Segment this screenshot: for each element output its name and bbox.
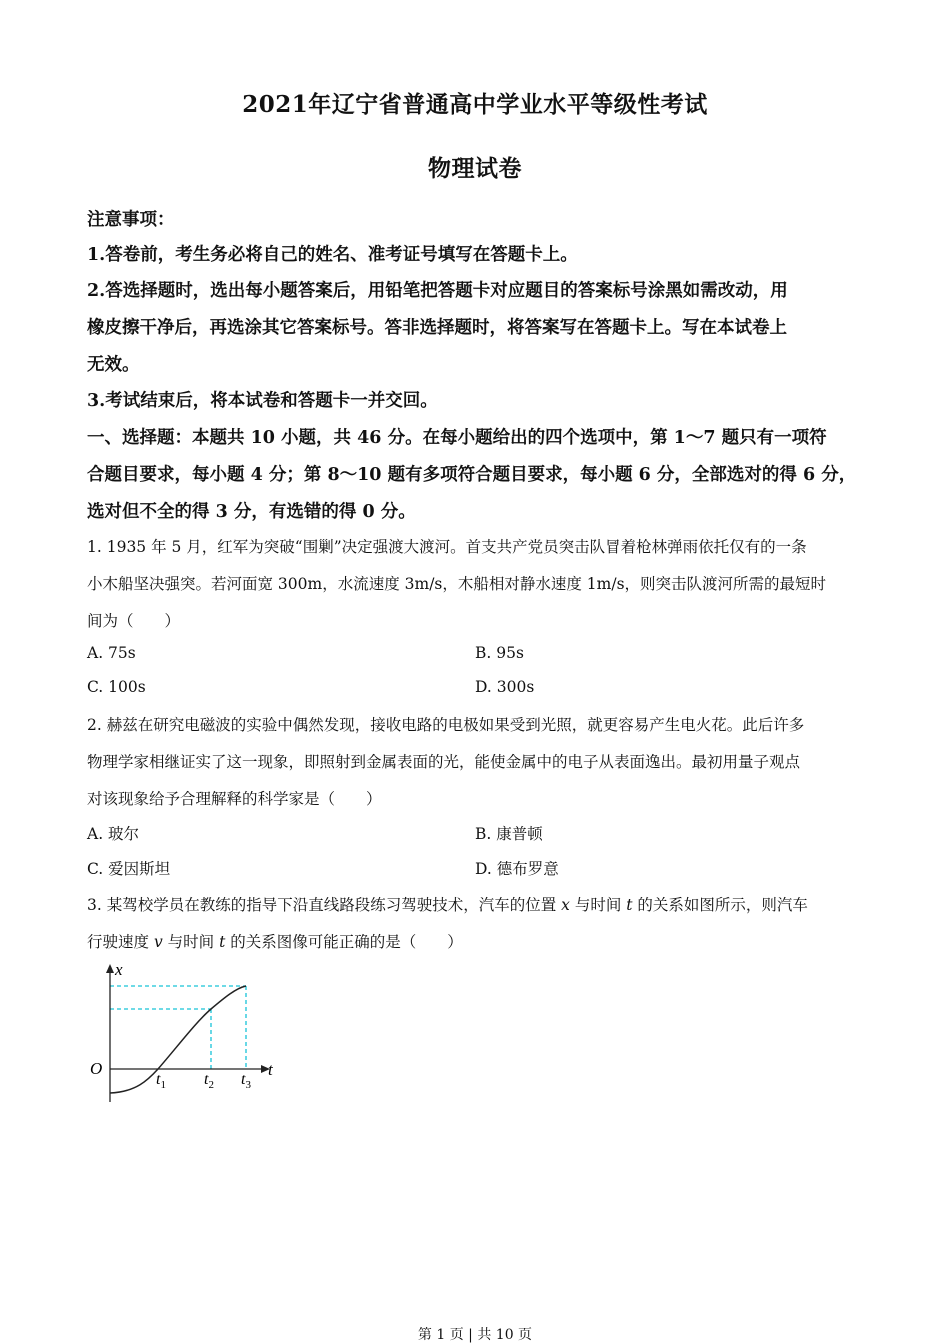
notes-item-2-line-1: 2.答选择题时，选出每小题答案后，用铅笔把答题卡对应题目的答案标号涂黑如需改动，用 (87, 281, 788, 301)
q2-option-b[interactable]: B. 康普顿 (475, 825, 543, 843)
q3-text-2b: 与时间 (162, 933, 220, 951)
q3-line-1 (87, 893, 808, 915)
q1-option-b[interactable]: B. 95s (475, 644, 524, 662)
q3-var-x: x (561, 896, 570, 914)
q2-line-3: 对该现象给予合理解释的科学家是（ ） (87, 790, 382, 808)
notes-item-3: 3.考试结束后，将本试卷和答题卡一并交回。 (87, 391, 438, 411)
tick-t2-main: t (204, 1071, 209, 1088)
q1-line-3: 间为（ ） (87, 612, 181, 630)
q3-var-t-2: t (219, 933, 226, 951)
section-1-line-3: 选对但不全的得 3 分，有选错的得 0 分。 (87, 502, 416, 522)
exam-subtitle: 物理试卷 (428, 155, 522, 182)
tick-t3 (241, 1071, 251, 1091)
section-1-line-1: 一、选择题：本题共 10 小题，共 46 分。在每小题给出的四个选项中，第 1～7 题只有一项符 (87, 428, 827, 448)
q3-text-1a: 3. 某驾校学员在教练的指导下沿直线路段练习驾驶技术，汽车的位置 (87, 896, 562, 914)
q3-var-t: t (626, 896, 633, 914)
notes-item-2-line-3: 无效。 (87, 355, 140, 375)
position-curve (110, 986, 246, 1093)
page-footer: 第 1 页 | 共 10 页 (417, 1327, 533, 1343)
notes-item-1: 1.答卷前，考生务必将自己的姓名、准考证号填写在答题卡上。 (87, 245, 578, 265)
q1-option-a[interactable]: A. 75s (87, 644, 136, 662)
tick-t3-sub: 3 (245, 1079, 251, 1091)
q1-option-d[interactable]: D. 300s (475, 678, 535, 696)
q1-line-2: 小木船坚决强突。若河面宽 300m，水流速度 3m/s，木船相对静水速度 1m/s，则突击队渡河所需的最短时 (87, 575, 827, 593)
q3-text-2a: 行驶速度 (87, 933, 154, 951)
notes-heading: 注意事项： (87, 210, 175, 230)
q2-line-2: 物理学家相继证实了这一现象，即照射到金属表面的光，能使金属中的电子从表面逸出。最初用量子观点 (87, 753, 801, 771)
q2-option-a[interactable]: A. 玻尔 (87, 825, 140, 843)
section-1-line-2: 合题目要求，每小题 4 分；第 8～10 题有多项符合题目要求，每小题 6 分，全部选对的得 6 分， (87, 465, 857, 485)
q3-text-2c: 的关系图像可能正确的是（ ） (225, 933, 463, 951)
x-axis-label: t (268, 1060, 273, 1079)
q3-text-1c: 的关系如图所示，则汽车 (632, 896, 808, 914)
tick-t3-main: t (241, 1071, 246, 1088)
x-t-graph (84, 956, 284, 1106)
q1-line-1: 1. 1935 年 5 月，红军为突破“围剿”决定强渡大渡河。首支共产党员突击队冒着枪林弹雨依托仅有的一条 (87, 538, 807, 556)
tick-t1-main: t (156, 1071, 161, 1088)
tick-t2-sub: 2 (208, 1079, 214, 1091)
tick-t2 (204, 1071, 214, 1091)
q3-text-1b: 与时间 (569, 896, 627, 914)
q2-option-c[interactable]: C. 爱因斯坦 (87, 860, 171, 878)
notes-item-2-line-2: 橡皮擦干净后，再选涂其它答案标号。答非选择题时，将答案写在答题卡上。写在本试卷上 (87, 318, 787, 338)
exam-title: 2021年辽宁省普通高中学业水平等级性考试 (242, 91, 708, 118)
y-axis-label: x (115, 960, 123, 979)
tick-t1 (156, 1071, 166, 1091)
q3-line-2 (87, 930, 463, 952)
origin-label: O (90, 1059, 103, 1078)
y-axis-arrow (106, 964, 114, 973)
q3-var-v: v (153, 933, 163, 951)
tick-t1-sub: 1 (160, 1079, 166, 1091)
q1-option-c[interactable]: C. 100s (87, 678, 146, 696)
q2-line-1: 2. 赫兹在研究电磁波的实验中偶然发现，接收电路的电极如果受到光照，就更容易产生电火花。此后许多 (87, 716, 805, 734)
q2-option-d[interactable]: D. 德布罗意 (475, 860, 559, 878)
